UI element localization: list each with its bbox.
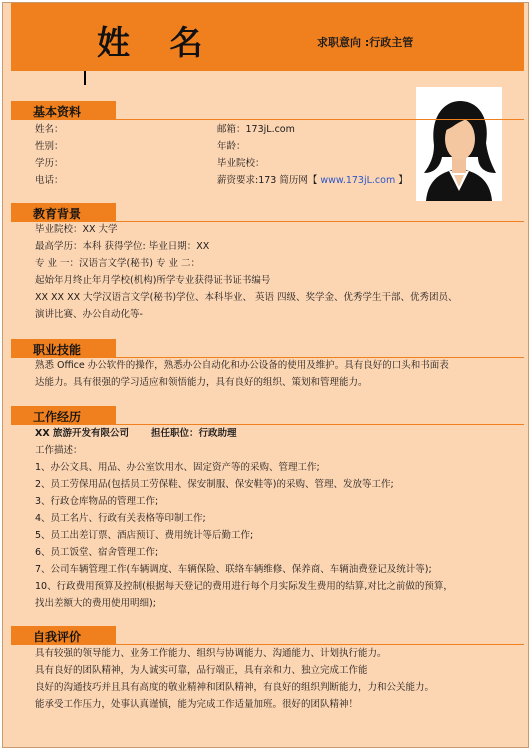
education-line: 毕业院校：XX 大学	[35, 224, 118, 235]
job-intent: 求职意向 :行政主管	[317, 36, 414, 49]
self-eval-line: 良好的沟通技巧并且具有高度的敬业精神和团队精神，有良好的组织判断能力，力和公关能力。	[35, 682, 435, 693]
work-item: 7、公司车辆管理工作(车辆调度、车辆保险、联络车辆维修、保养商、车辆油费登记及统计等);	[35, 564, 432, 575]
position-title: 担任职位：行政助理	[151, 428, 237, 439]
salary-prefix: 薪资要求:173 简历网【	[217, 175, 318, 186]
salary-suffix: 】	[398, 175, 408, 186]
education-line: XX XX XX 大学汉语言文学(秘书)学位、本科毕业、 英语 四级、奖学金、优秀学生干部、优秀团员、	[35, 292, 458, 303]
name-label: 姓名：	[35, 124, 64, 135]
text-cursor	[84, 71, 86, 85]
gender-label: 性别：	[35, 141, 64, 152]
self-eval-line: 具有良好的团队精神，为人诚实可靠，品行端正，具有亲和力、独立完成工作能	[35, 665, 368, 676]
section-divider	[11, 424, 524, 425]
work-item: 10、行政费用预算及控制(根据每天登记的费用进行每个月实际发生费用的结算,对比之前做的预算，	[35, 581, 453, 592]
email-field: 邮箱：173jL.com	[217, 124, 295, 135]
work-item: 4、员工名片、行政有关表格等印制工作;	[35, 513, 206, 524]
school-label: 毕业院校：	[217, 158, 265, 169]
section-self-eval-header	[11, 626, 116, 645]
avatar-silhouette-icon	[416, 87, 502, 201]
work-item: 找出差额大的费用使用明细);	[35, 598, 156, 609]
self-eval-line: 能承受工作压力，处事认真谨慎，能为完成工作适量加班。很好的团队精神！	[35, 699, 359, 710]
age-label: 年龄：	[217, 141, 246, 152]
education-line: 专 业 一：汉语言文学(秘书) 专 业 二：	[35, 258, 201, 269]
company-name: XX 旅游开发有限公司	[35, 428, 129, 439]
work-item: 6、员工饭堂、宿舍管理工作;	[35, 547, 159, 558]
education-line: 起始年月终止年月学校(机构)所学专业获得证书证书编号	[35, 275, 271, 286]
work-item: 2、员工劳保用品(包括员工劳保鞋、保安制服、保安鞋等)的采购、管理、发放等工作;	[35, 479, 394, 490]
profile-photo	[416, 87, 502, 201]
section-skills-header	[11, 339, 116, 358]
section-education-header	[11, 203, 116, 222]
website-link[interactable]: www.173jL.com	[320, 175, 396, 186]
section-basic-info-header	[11, 101, 116, 120]
education-label: 学历：	[35, 158, 64, 169]
work-desc-label: 工作描述：	[35, 445, 83, 456]
section-divider	[11, 644, 524, 645]
phone-label: 电话：	[35, 175, 64, 186]
skills-line: 达能力。具有很强的学习适应和领悟能力，具有良好的组织、策划和管理能力。	[35, 377, 368, 388]
section-title: 职业技能	[33, 343, 82, 357]
header-band	[11, 3, 524, 71]
skills-line: 熟悉 Office 办公软件的操作，熟悉办公自动化和办公设备的使用及维护。具有良好的口头和书面表	[35, 360, 449, 371]
self-eval-line: 具有较强的领导能力、业务工作能力、组织与协调能力、沟通能力、计划执行能力。	[35, 648, 387, 659]
section-experience-header	[11, 406, 116, 425]
resume-page	[2, 2, 529, 748]
work-item: 5、员工出差订票、酒店预订、费用统计等后勤工作;	[35, 530, 254, 541]
section-divider	[11, 119, 524, 120]
work-item: 1、办公文具、用品、办公室饮用水、固定资产等的采购、管理工作;	[35, 462, 320, 473]
work-item: 3、行政仓库物品的管理工作;	[35, 496, 159, 507]
salary-line	[217, 175, 408, 187]
section-title: 自我评价	[33, 630, 82, 644]
education-line: 演讲比赛、办公自动化等-	[35, 309, 143, 320]
section-title: 工作经历	[33, 410, 82, 424]
section-divider	[11, 221, 524, 222]
section-divider	[11, 357, 524, 358]
resume-name: 姓 名	[97, 23, 217, 62]
education-line: 最高学历：本科 获得学位: 毕业日期：XX	[35, 241, 210, 252]
section-title: 教育背景	[33, 207, 82, 221]
section-title: 基本资料	[33, 105, 82, 119]
